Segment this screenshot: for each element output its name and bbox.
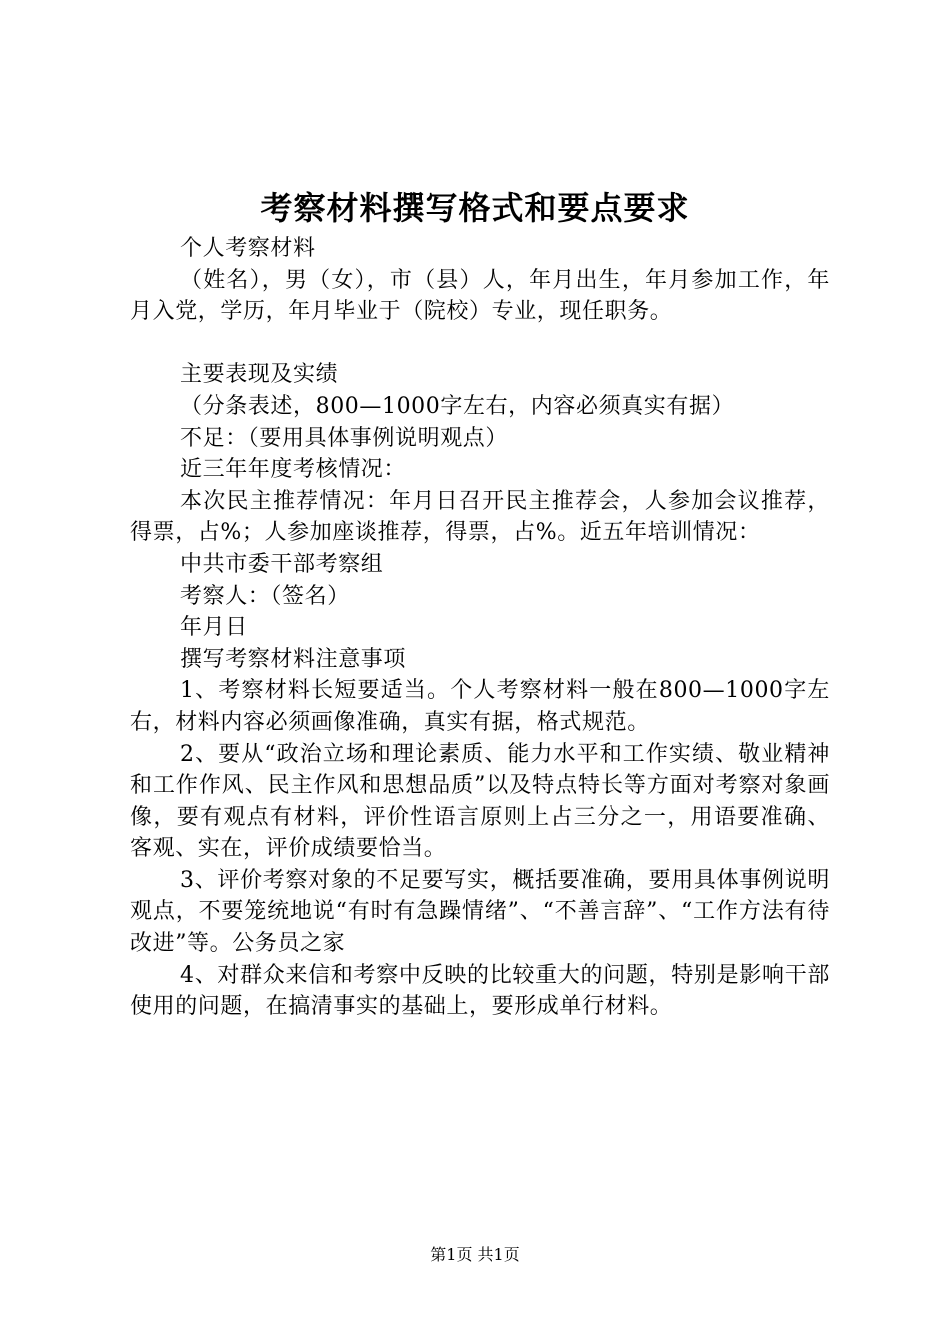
paragraph-signature: 考察人：（签名）: [180, 583, 350, 609]
page-number-footer: 第1页 共1页: [430, 1245, 520, 1264]
paragraph-note-4: 4、对群众来信和考察中反映的比较重大的问题，特别是影响干部使用的问题，在搞清事实的基础上，要形成单行材料。: [130, 962, 830, 1020]
paragraph-performance-note: （分条表述，800—1000字左右，内容必须真实有据）: [180, 393, 735, 419]
paragraph-personal-material: 个人考察材料: [180, 236, 316, 261]
paragraph-note-2: 2、要从“政治立场和理论素质、能力水平和工作实绩、敬业精神和工作作风、民主作风和思想品质”以及特点特长等方面对考察对象画像，要有观点有材料，评价性语言原则上占三分之一，用语要准确、客观、实在，评价成绩要恰当。: [130, 741, 830, 862]
paragraph-basic-info: （姓名），男（女），市（县）人，年月出生，年月参加工作，年月入党，学历，年月毕业于（院校）专业，现任职务。: [130, 267, 830, 325]
paragraph-notes-heading: 撰写考察材料注意事项: [180, 646, 407, 672]
paragraph-recommendation: 本次民主推荐情况：年月日召开民主推荐会，人参加会议推荐，得票，占%；人参加座谈推荐，得票，占%。近五年培训情况：: [130, 488, 830, 546]
paragraph-note-3: 3、评价考察对象的不足要写实，概括要准确，要用具体事例说明观点，不要笼统地说“有时有急躁情绪”、“不善言辞”、“工作方法有待改进”等。公务员之家: [130, 867, 830, 957]
paragraph-note-1: 1、考察材料长短要适当。个人考察材料一般在800—1000字左右，材料内容必须画像准确，真实有据，格式规范。: [130, 678, 830, 735]
paragraph-main-performance: 主要表现及实绩: [180, 362, 339, 388]
paragraph-date: 年月日: [180, 615, 248, 641]
paragraph-annual-assessment: 近三年年度考核情况：: [180, 457, 407, 483]
document-body: [130, 233, 830, 1023]
paragraph-inspection-group: 中共市委干部考察组: [180, 551, 384, 577]
paragraph-shortcomings: 不足：（要用具体事例说明观点）: [180, 425, 509, 451]
document-title: 考察材料撰写格式和要点要求: [260, 189, 690, 227]
